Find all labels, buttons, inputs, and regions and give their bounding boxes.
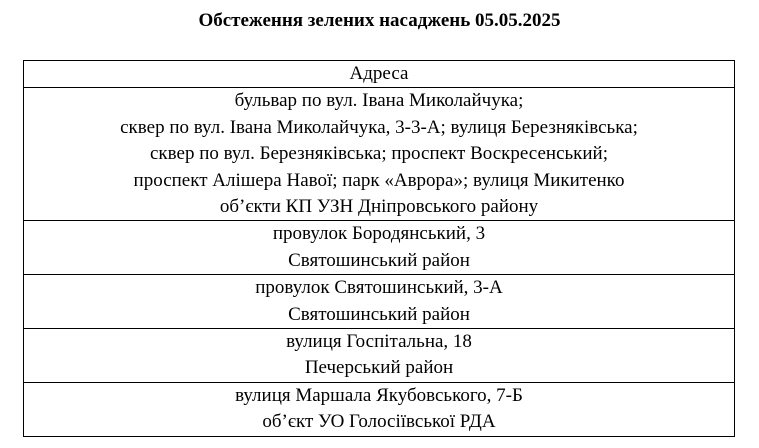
table-row: [24, 88, 735, 221]
address-cell: [24, 275, 735, 329]
column-header-address: Адреса: [24, 61, 735, 88]
address-table: [23, 60, 735, 437]
address-line: провулок Святошинський, 3-А: [255, 277, 503, 299]
district-line: Печерський район: [304, 357, 454, 379]
address-cell: [24, 329, 735, 383]
address-line: вулиця Маршала Якубовського, 7-Б: [235, 384, 523, 406]
table-header-row: [24, 61, 735, 88]
table-row: [24, 329, 735, 383]
address-line: провулок Бородянський, 3: [272, 223, 486, 245]
table-row: [24, 221, 735, 275]
address-cell: [24, 382, 735, 436]
address-line: сквер по вул. Березняківська; проспект Воскресенський;: [149, 143, 609, 165]
table-row: [24, 275, 735, 329]
district-line: об’єкти КП УЗН Дніпровського району: [219, 196, 539, 218]
district-line: Святошинський район: [288, 249, 470, 271]
address-line: проспект Алішера Навої; парк «Аврора»; вулиця Микитенко: [133, 169, 625, 191]
document-title: Обстеження зелених насаджень 05.05.2025: [198, 10, 561, 31]
table-row: [24, 382, 735, 436]
district-line: Святошинський район: [288, 303, 470, 325]
address-cell: [24, 88, 735, 221]
address-cell: [24, 221, 735, 275]
address-line: вулиця Госпітальна, 18: [286, 331, 472, 353]
district-line: об’єкт УО Голосіївської РДА: [262, 411, 496, 433]
address-line: бульвар по вул. Івана Миколайчука;: [234, 90, 524, 112]
address-line: сквер по вул. Івана Миколайчука, 3-3-А; вулиця Березняківська;: [120, 116, 638, 138]
